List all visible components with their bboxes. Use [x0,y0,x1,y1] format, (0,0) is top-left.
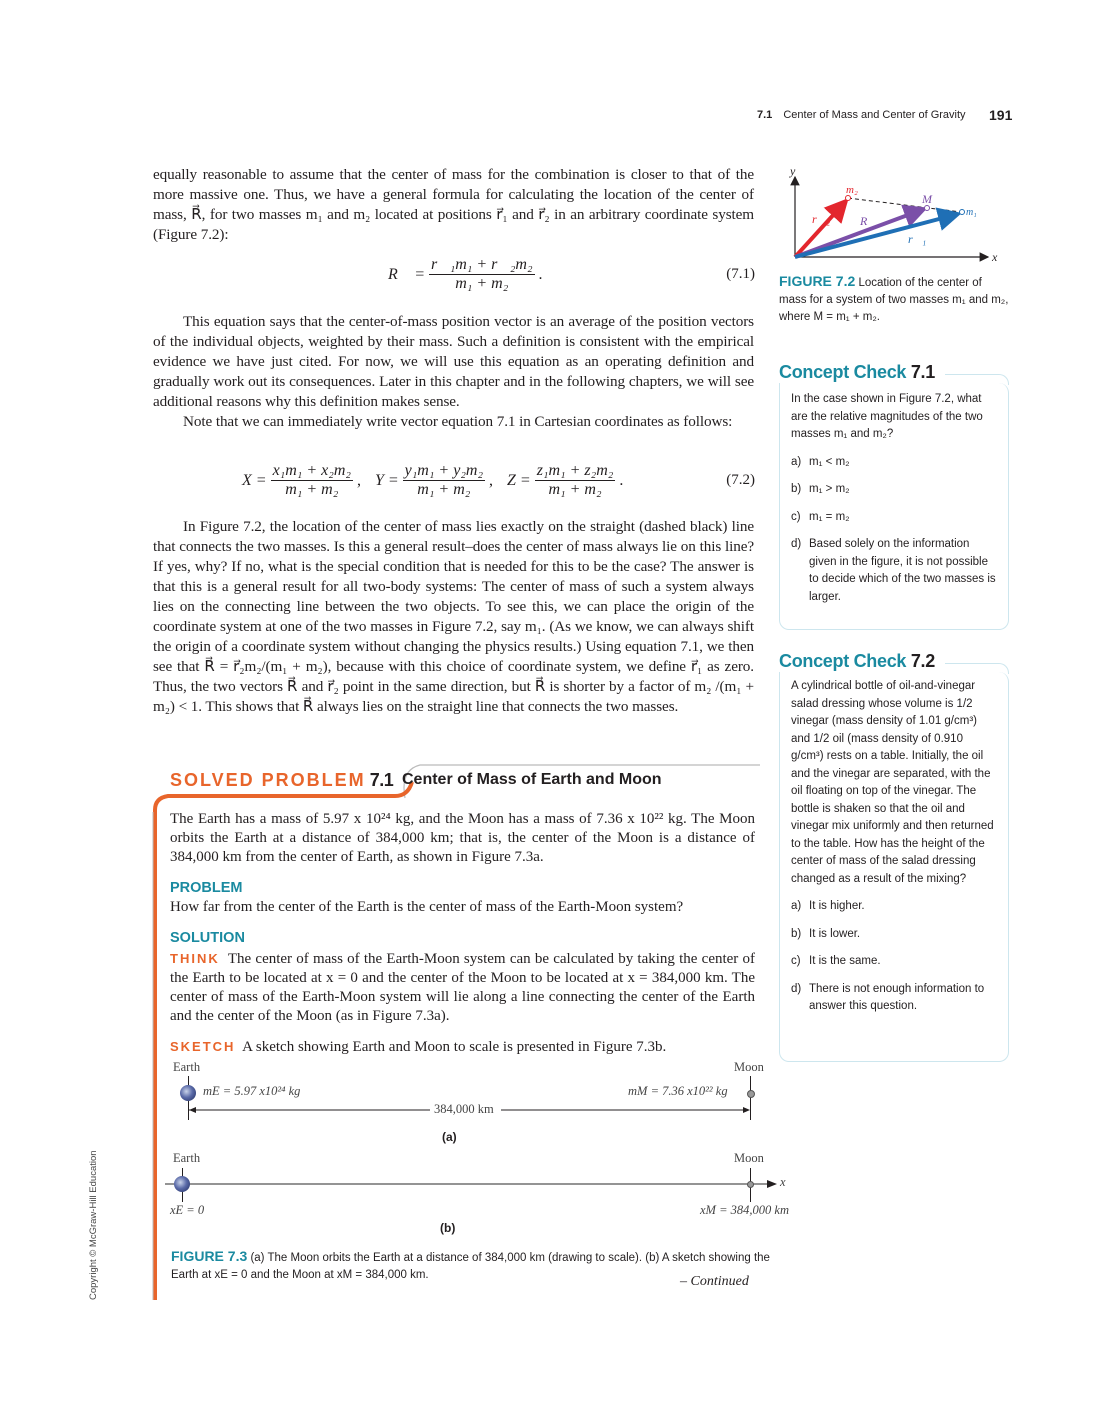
think-text: The center of mass of the Earth-Moon system can be calculated by taking the center of the Earth to be located at x = 0 and the center of the Moon to be located at x = 384,000 km. The center of mass of the Earth-Moon system will lie along a line connecting the center of the Earth and the center of the Moon (as in Figure 7.3a). [170,951,755,1024]
sketch-label: SKETCH [170,1039,236,1054]
solved-problem-intro: The Earth has a mass of 5.97 x 10²⁴ kg, and the Moon has a mass of 7.36 x 10²² kg. The Moon orbits the Earth at a distance of 384,000 km; that is, the center of the Moon is a distance of 384,000 km from the center of Earth, as shown in Figure 7.3a. [170,811,755,865]
eq72-y-lhs: Y = [374,471,399,489]
solved-problem-heading [170,770,393,791]
svg-text:r⃗₁: r⃗₁ [908,232,927,246]
cc1-number: 7.1 [910,362,935,382]
section-title: Center of Mass and Center of Gravity [783,109,966,121]
cc2-option-a-letter: a) [791,900,802,912]
figure-7-2-caption [779,273,1011,326]
solved-problem-number: 7.1 [369,770,394,790]
continued-label: – Continued [680,1274,749,1289]
cc1-option-a-letter: a) [791,455,802,468]
equation-7-2: X = $\frac{\text{x₁m₁ + x₂m₂}}{\text{m₁ + m₂}}$ , Y = $\frac{\text{y₁m₁ + y₂m₂}}{\text{m₁ + m₂}}$ , Z = $\frac{\text{z₁m₁ + z₂m₂}}{\text{m₁ + m₂}}$ . (7.2) [242,462,755,498]
figure-7-3-label: FIGURE 7.3 [171,1248,248,1264]
eq72-number: (7.2) [726,472,755,488]
running-head [757,109,966,121]
cc2-option-d-text: There is not enough information to answer this question. [809,982,985,1012]
sketch-text: A sketch showing Earth and Moon to scale is presented in Figure 7.3b. [242,1039,667,1055]
vector-diagram [778,163,1018,273]
cc2-option-b[interactable] [791,926,996,944]
paragraph-4: In Figure 7.2, the location of the center of mass lies exactly on the straight (dashed black) line that connects the two masses. Is this a general result–does the center of mass always lie on this line? If yes, why? If no, what is the special condition that is needed for this to be the case? The answer is that this is a general result for all two-body systems: The center of mass of such a system always lies on the connecting line between the two objects. To see this, we can place the origin of the coordinate system at one of the two masses in Figure 7.2, say m₁. (As we know, we can always shift the origin of a coordinate system without changing the physics results.) Using equation 7.1, we then see that R⃗ = r⃗₂m₂/(m₁ + m₂), because with this choice of coordinate system, we define r⃗₁ as zero. Thus, the two vectors R⃗ and r⃗₂ point in the same direction, but R⃗ is shorter by a factor of m₂ /(m₁ + m₂) < 1. This shows that R⃗ always lies on the straight line that connects the two masses. [153,518,754,715]
cc1-option-a[interactable] [791,454,996,472]
eq72-y-fraction [403,462,485,499]
svg-text:m₂: m₂ [846,184,858,196]
fig73b-earth-label: Earth [173,1151,201,1165]
sketch-section [170,1037,755,1057]
eq72-y-num: y₁m₁ + y₂m₂ [404,462,483,479]
fig73a-earth-label: Earth [173,1060,201,1074]
fig73b-x-axis [165,1178,785,1190]
paragraph-1: equally reasonable to assume that the center of mass for the combination is closer to that of the more massive one. Thus, we have a general formula for calculating the location of the center of mass, R⃗, for two masses m₁ and m₂ located at positions r⃗₁ and r⃗₂ in an arbitrary coordinate system (Figure 7.2): [153,166,754,243]
problem-label: PROBLEM [170,880,243,896]
fig73a-moon-mass: mM = 7.36 x10²² kg [628,1084,728,1098]
svg-text:M: M [922,192,932,206]
solved-problem-title: Center of Mass of Earth and Moon [402,771,662,788]
concept-check-7-2-box [779,672,1009,1062]
think-label: THINK [170,951,220,966]
eq71-denominator: m₁ + m₂ [455,275,509,292]
cc2-option-a[interactable] [791,898,996,916]
concept-check-7-1-title [779,362,935,383]
cc2-option-c[interactable] [791,953,996,971]
cc2-option-d-letter: d) [791,982,802,995]
fig73a-panel-label: (a) [442,1130,457,1144]
fig73b-earth-pos: xE = 0 [170,1203,205,1217]
svg-text:x: x [992,250,998,264]
concept-check-7-2-title [779,651,935,672]
svg-text:R⃗: R⃗ [860,214,877,228]
solved-problem-label: SOLVED PROBLEM [170,770,366,790]
cc2-option-c-text: It is the same. [809,955,881,967]
fig73a-earth-mass: mE = 5.97 x10²⁴ kg [203,1084,301,1098]
fig73b-panel-label: (b) [440,1221,456,1235]
eq72-y-den: m₁ + m₂ [417,481,471,498]
fig73a-moon-label: Moon [734,1060,764,1074]
cc1-option-c-text: m₁ = m₂ [809,510,850,523]
problem-text: How far from the center of the Earth is the center of mass of the Earth-Moon system? [170,899,684,915]
cc1-option-c-letter: c) [791,510,801,523]
svg-text:r⃗₂: r⃗₂ [812,212,831,226]
cc2-option-c-letter: c) [791,955,801,967]
cc1-option-c[interactable] [791,509,996,527]
equation-7-1: R⃗ = $\frac{\text{r⃗₁m₁ + r⃗₂m₂}}{\text{m₁ + m₂}}$ . (7.1) [388,256,755,292]
fig73b-moon-label: Moon [734,1151,764,1165]
cc1-option-d[interactable] [791,536,996,606]
eq72-z-den: m₁ + m₂ [548,481,602,498]
paragraph-2: This equation says that the center-of-mass position vector is an average of the position vectors of the individual objects, weighted by their mass. Such a definition is consistent with the empirical evidence we have just cited. For now, we will use this equation as an operating definition and gradually work out its consequences. Later in this chapter and in the following chapters, we will see additional reasons why this definition makes sense. [153,313,754,410]
figure-7-3-text: (a) The Moon orbits the Earth at a distance of 384,000 km (drawing to scale). (b) A sketch showing the Earth at xE = 0 and the Moon at xM = 384,000 km. [171,1252,770,1281]
cc2-title-text: Concept Check [779,651,907,671]
eq72-x-fraction [271,462,353,499]
cc2-option-a-text: It is higher. [809,900,865,912]
cc1-option-a-text: m₁ < m₂ [809,455,850,468]
section-number: 7.1 [757,109,773,121]
concept-check-7-2 [779,651,1009,1062]
cc2-option-b-letter: b) [791,927,802,940]
earth-icon [180,1085,196,1101]
solution-label: SOLUTION [170,930,245,946]
cc1-option-b-letter: b) [791,483,802,495]
fig73a-distance: 384,000 km [434,1102,494,1116]
cc1-option-d-text: Based solely on the information given in the figure, it is not possible to decide which of the two masses is larger. [809,538,996,603]
cc2-option-b-text: It is lower. [809,927,861,940]
cc2-question: A cylindrical bottle of oil-and-vinegar salad dressing whose volume is 1/2 vinegar (mass density of 1.01 g/cm³) and 1/2 oil (mass density of 0.910 g/cm³) rests on a table. Initially, the oil and the vinegar are separated, with the oil floating on top of the vinegar. The bottle is shaken so that the oil and vinegar mix uniformly and then returned to the table. How has the height of the center of mass of the salad dressing changed as a result of the mixing? [791,680,994,885]
eq72-x-den: m₁ + m₂ [285,481,339,498]
cc1-title-text: Concept Check [779,362,907,382]
think-section [170,949,755,1026]
eq71-number: (7.1) [726,266,755,282]
eq72-z-fraction [535,462,616,499]
figure-7-2-diagram [778,163,1018,273]
concept-check-7-1-box [779,383,1009,630]
figure-7-2-label: FIGURE 7.2 [779,273,856,289]
eq72-x-num: x₁m₁ + x₂m₂ [272,462,351,479]
moon-icon [747,1181,754,1188]
copyright-text: Copyright © McGraw-Hill Education [88,1150,99,1300]
moon-icon [747,1090,755,1098]
fig73b-axis-label: x [780,1175,786,1189]
page-number: 191 [989,107,1013,123]
eq72-x-lhs: X = [242,471,267,489]
cc1-option-b[interactable] [791,481,996,499]
paragraph-3: Note that we can immediately write vector equation 7.1 in Cartesian coordinates as follows: [183,413,733,430]
eq72-z-lhs: Z = [507,471,531,489]
concept-check-7-1 [779,362,1009,630]
cc1-option-d-letter: d) [791,538,802,550]
eq71-lhs: R⃗ = [388,265,426,283]
figure-7-2-text: Location of the center of mass for a system of two masses m₁ and m₂, where M = m₁ + m₂. [779,277,1009,323]
svg-text:y: y [790,164,796,178]
fig73b-moon-pos: xM = 384,000 km [700,1203,789,1217]
cc1-option-b-text: m₁ > m₂ [809,483,850,495]
cc2-option-d[interactable] [791,981,996,1016]
earth-icon [174,1176,190,1192]
svg-text:m₁: m₁ [966,207,977,218]
cc2-number: 7.2 [910,651,935,671]
eq71-numerator: r⃗₁m₁ + r⃗₂m₂ [431,256,533,273]
eq71-fraction [429,256,535,293]
eq72-z-num: z₁m₁ + z₂m₂ [536,462,614,479]
cc1-question: In the case shown in Figure 7.2, what are the relative magnitudes of the two masses m₁ and m₂? [791,393,983,440]
